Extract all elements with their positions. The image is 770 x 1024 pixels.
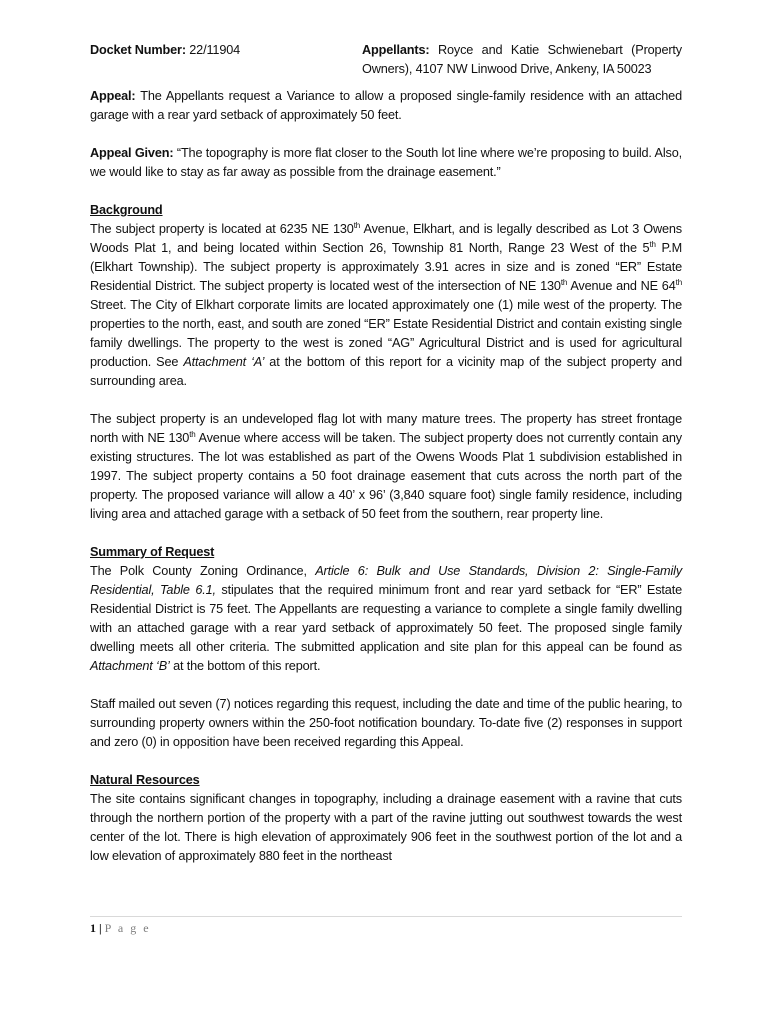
page-number: 1 (90, 921, 96, 935)
appeal-label: Appeal: (90, 89, 136, 103)
header-block (90, 41, 682, 79)
background-paragraph-2 (90, 410, 682, 524)
page-word: P a g e (104, 921, 151, 935)
background-heading: Background (90, 203, 163, 217)
superscript: th (649, 240, 656, 249)
superscript: th (560, 278, 568, 287)
appeal-paragraph (90, 87, 682, 125)
natural-resources-paragraph (90, 771, 682, 866)
attachment-a-reference: Attachment ‘A’ (183, 355, 265, 369)
summary-paragraph-1 (90, 543, 682, 676)
appellants-label: Appellants: (362, 43, 430, 57)
page-footer (90, 921, 151, 936)
appeal-given-label: Appeal Given: (90, 146, 174, 160)
summary-paragraph-2: Staff mailed out seven (7) notices regarding this request, including the date and time of the public hearing, to surrounding property owners within the 250-foot notification boundary. To-date five (2) responses in support and zero (0) in opposition have been received regarding this Appeal. (90, 697, 682, 749)
ordinance-reference: Article 6: Bulk and Use Standards, Division 2: Single-Family Residential, Table 6.1, (90, 564, 683, 597)
text-run: P.M (Elkhart Township). The subject property is approximately 3.91 acres in size and is zoned “ER” Estate Residential District. The subject property is located west of the intersection of NE 130 (90, 241, 682, 293)
text-run: Avenue and NE 64 (567, 279, 676, 293)
appeal-given-paragraph (90, 144, 682, 182)
docket-value: 22/11904 (189, 43, 241, 57)
text-run: The subject property is an undeveloped flag lot with many mature trees. The property has street frontage north with NE 130 (90, 412, 682, 445)
natural-resources-heading: Natural Resources (90, 773, 200, 787)
superscript: th (353, 221, 361, 230)
appellants (362, 41, 682, 79)
docket-number (90, 41, 330, 79)
page-separator: | (96, 921, 105, 935)
text-run: The Polk County Zoning Ordinance, (90, 564, 316, 578)
text-run: The subject property is located at 6235 NE 130 (90, 222, 354, 236)
docket-label: Docket Number: (90, 43, 186, 57)
text-run: Avenue, Elkhart, and is legally described as Lot 3 Owens Woods Plat 1, and being located within Section 26, Township 81 North, Range 23 West of the 5 (90, 222, 682, 255)
appellants-value: Royce and Katie Schwienebart (Property Owners), 4107 NW Linwood Drive, Ankeny, IA 50023 (362, 43, 683, 76)
document-body (90, 41, 682, 885)
summary-heading: Summary of Request (90, 545, 215, 559)
text-run: Avenue where access will be taken. The subject property does not currently contain any existing structures. The lot was established as part of the Owens Woods Plat 1 subdivision established in 1997. The subject property contains a 50 foot drainage easement that cuts across the north part of the property. The proposed variance will allow a 40’ x 96’ (3,840 square foot) single family residence, including living area and attached garage with a setback of 50 feet from the southern, rear property line. (90, 431, 682, 521)
text-run: Street. The City of Elkhart corporate limits are located approximately one (1) mile west of the property. The properties to the north, east, and south are zoned “ER” Estate Residential District and contain existing single family dwellings. The property to the west is zoned “AG” Agricultural District and is used for agricultural production. See (90, 298, 682, 369)
appeal-text: The Appellants request a Variance to allow a proposed single-family residence with an attached garage with a rear yard setback of approximately 50 feet. (90, 89, 682, 122)
superscript: th (189, 430, 196, 439)
footer-divider (90, 916, 682, 917)
attachment-b-reference: Attachment ‘B’ (90, 659, 170, 673)
text-run: at the bottom of this report for a vicinity map of the subject property and surrounding area. (90, 355, 682, 388)
text-run: at the bottom of this report. (169, 659, 321, 673)
text-run: stipulates that the required minimum front and rear yard setback for “ER” Estate Residential District is 75 feet. The Appellants are requesting a variance to complete a single family dwelling with an attached garage with a rear yard setback of approximately 50 feet. The proposed single family dwelling meets all other criteria. The submitted application and site plan for this appeal can be found as (90, 583, 682, 654)
text-run: The site contains significant changes in topography, including a drainage easement with a ravine that cuts through the northern portion of the property with a part of the ravine jutting out southwest towards the west center of the lot. There is high elevation of approximately 906 feet in the southwest portion of the lot and a low elevation of approximately 880 feet in the northeast (90, 792, 682, 863)
appeal-given-text: “The topography is more flat closer to the South lot line where we’re proposing to build. Also, we would like to stay as far away as possible from the drainage easement.” (90, 146, 683, 179)
superscript: th (675, 278, 682, 287)
background-paragraph-1 (90, 201, 682, 391)
